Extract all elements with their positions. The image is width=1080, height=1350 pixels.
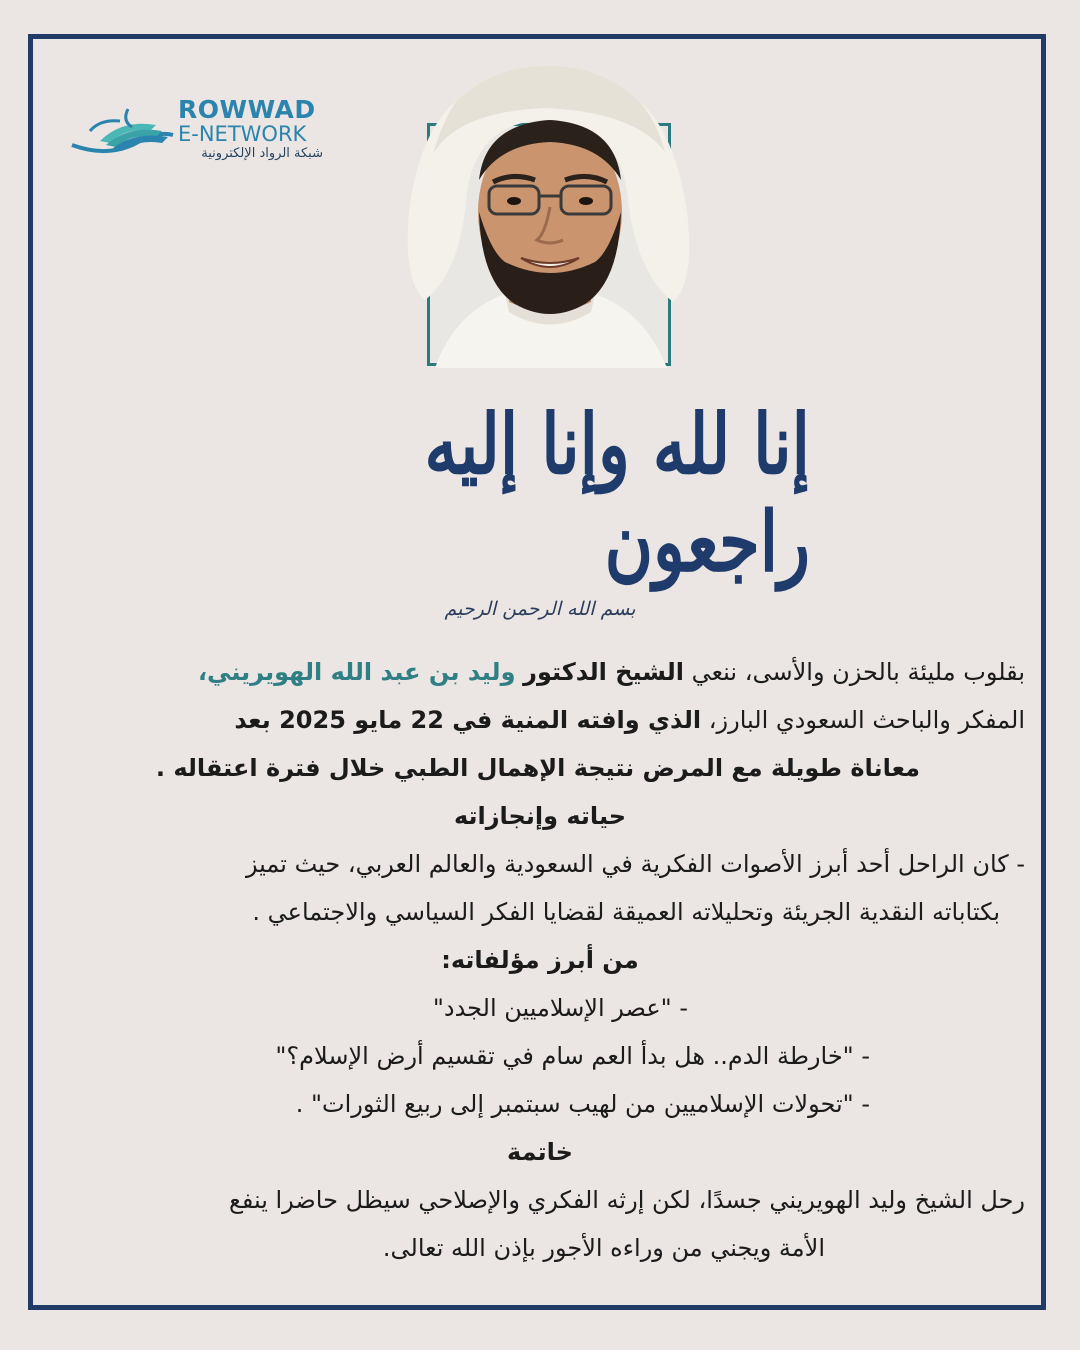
life-line-2: بكتاباته النقدية الجريئة وتحليلاته العميقة لقضايا الفكر السياسي والاجتماعي . [252,898,1000,926]
open-book-logo-icon [70,101,175,163]
life-heading: حياته وإنجازاته [453,802,627,830]
deceased-name: وليد بن عبد الله الهويريني، [197,658,516,686]
rowwad-logo [70,95,330,175]
deceased-title: الشيخ الدكتور [523,658,684,686]
announcement-intro: بقلوب مليئة بالحزن والأسى، ننعي [691,658,1025,686]
portrait-photo [395,62,705,368]
life-line-1: - كان الراحل أحد أبرز الأصوات الفكرية في السعودية والعالم العربي، حيث تميز [245,850,1025,878]
works-heading: من أبرز مؤلفاته: [441,946,639,974]
death-date-text: الذي وافته المنية في 22 مايو 2025 بعد [234,706,702,734]
announcement-line-3: معاناة طويلة مع المرض نتيجة الإهمال الطبي خلال فترة اعتقاله . [155,754,920,782]
conclusion-line-2: الأمة ويجني من وراءه الأجور بإذن الله تعالى. [382,1234,825,1262]
basmala: بسم الله الرحمن الرحيم [444,598,636,620]
works-item-1: - "عصر الإسلاميين الجدد" [432,994,688,1022]
announcement-line-2 [55,696,1025,744]
works-item-3: - "تحولات الإسلاميين من لهيب سبتمبر إلى ربيع الثورات" . [295,1090,870,1118]
announcement-line-1 [55,648,1025,696]
calligraphy-text: إنا لله وإنا إليه راجعون [424,395,810,590]
logo-name-line2: E-NETWORK [178,122,307,146]
conclusion-line-1: رحل الشيخ وليد الهويريني جسدًا، لكن إرثه الفكري والإصلاحي سيظل حاضرا ينفع [229,1186,1025,1214]
logo-name-arabic: شبكة الرواد الإلكترونية [201,146,323,161]
condolence-calligraphy [270,395,810,590]
deceased-description: المفكر والباحث السعودي البارز، [708,706,1025,734]
conclusion-heading: خاتمة [507,1138,573,1166]
logo-name-line1: ROWWAD [178,95,316,124]
announcement-body [55,648,1025,1272]
works-item-2: - "خارطة الدم.. هل بدأ العم سام في تقسيم أرض الإسلام؟" [275,1042,870,1070]
